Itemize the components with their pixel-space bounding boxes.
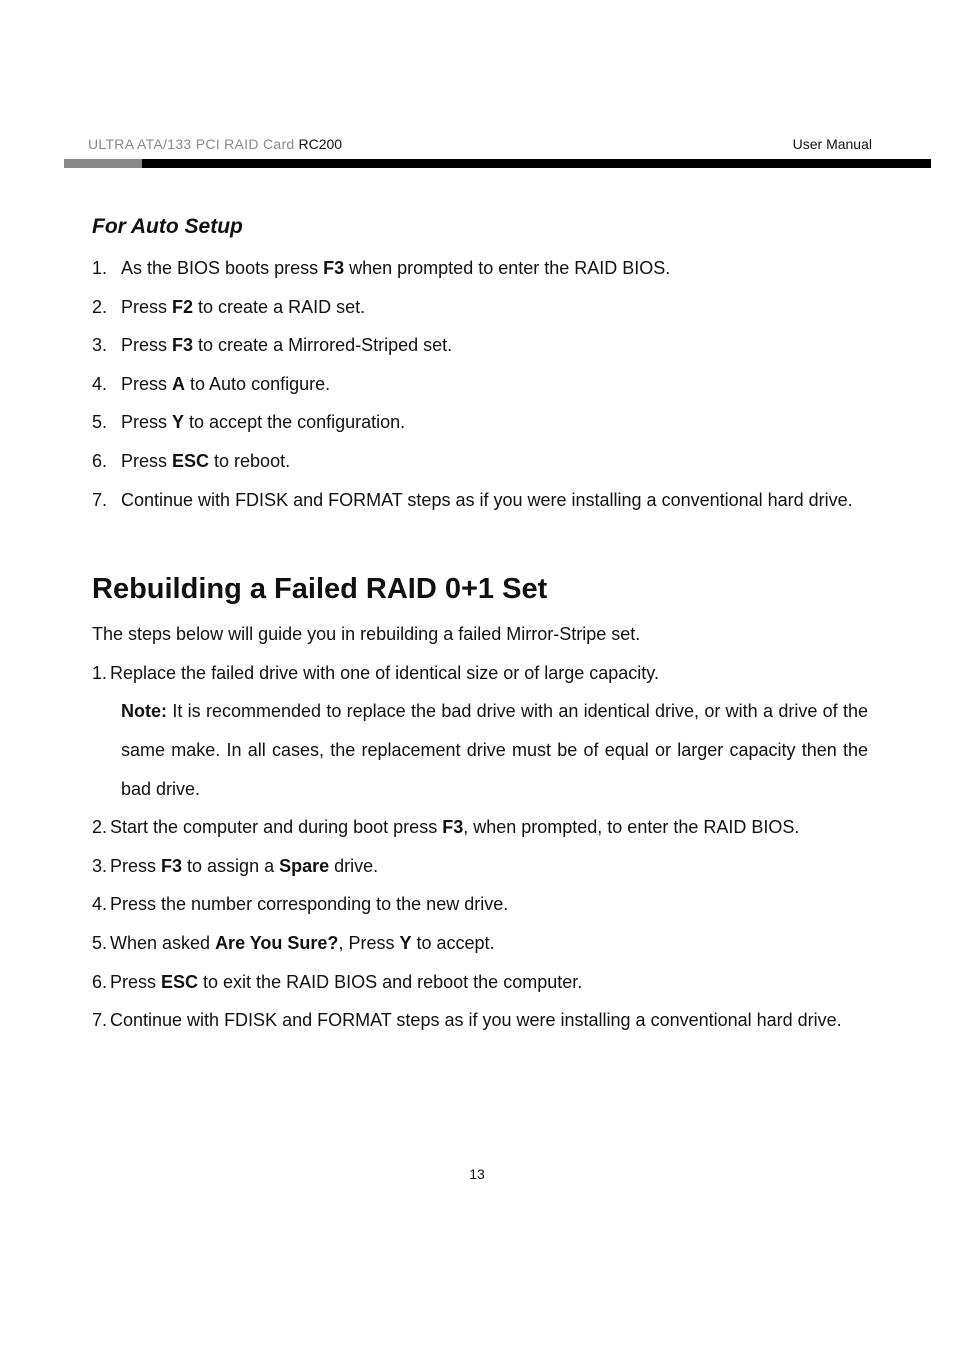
list-item: 1. As the BIOS boots press F3 when prompted to enter the RAID BIOS.	[92, 258, 671, 278]
list-item: 5. Press Y to accept the configuration.	[92, 412, 406, 433]
header-rule-accent	[64, 159, 142, 168]
list-item: 5. When asked Are You Sure?, Press Y to accept.	[92, 932, 495, 953]
list-item: 2. Start the computer and during boot press F3, when prompted, to enter the RAID BIOS.	[92, 817, 800, 838]
note-label: Note:	[121, 701, 167, 722]
page-number: 13	[469, 1166, 485, 1182]
page-header	[88, 136, 872, 156]
list-item: 2. Press F2 to create a RAID set.	[92, 296, 366, 317]
rebuild-steps	[92, 654, 868, 693]
note-paragraph: Note: It is recommended to replace the bad drive with an identical drive, or with a drive of the same make. In all cases, the replacement drive must be of equal or larger capacity then the bad drive.	[121, 701, 868, 799]
section-title: Rebuilding a Failed RAID 0+1 Set	[92, 573, 548, 606]
list-item: 7. Continue with FDISK and FORMAT steps as if you were installing a conventional hard drive.	[92, 1010, 842, 1031]
list-item: 6. Press ESC to exit the RAID BIOS and reboot the computer.	[92, 971, 583, 992]
list-item: 4. Press A to Auto configure.	[92, 373, 331, 394]
list-item: 3. Press F3 to create a Mirrored-Striped set.	[92, 335, 453, 356]
section-intro: The steps below will guide you in rebuilding a failed Mirror-Stripe set.	[92, 624, 641, 645]
list-item: 3. Press F3 to assign a Spare drive.	[92, 855, 379, 876]
product-name: ULTRA ATA/133 PCI RAID Card	[88, 136, 295, 152]
auto-setup-steps	[92, 249, 868, 519]
page-content	[92, 210, 868, 1040]
product-model: RC200	[298, 136, 343, 152]
auto-setup-heading: For Auto Setup	[92, 215, 243, 238]
list-item: 7. Continue with FDISK and FORMAT steps as if you were installing a conventional hard drive.	[92, 489, 853, 510]
manual-label: User Manual	[792, 136, 872, 152]
list-item: 6. Press ESC to reboot.	[92, 450, 291, 471]
rebuild-steps-continued	[92, 808, 868, 1040]
header-rule	[142, 159, 931, 168]
list-item: 1. Replace the failed drive with one of identical size or of large capacity.	[92, 662, 659, 683]
list-item: 4. Press the number corresponding to the new drive.	[92, 894, 509, 915]
